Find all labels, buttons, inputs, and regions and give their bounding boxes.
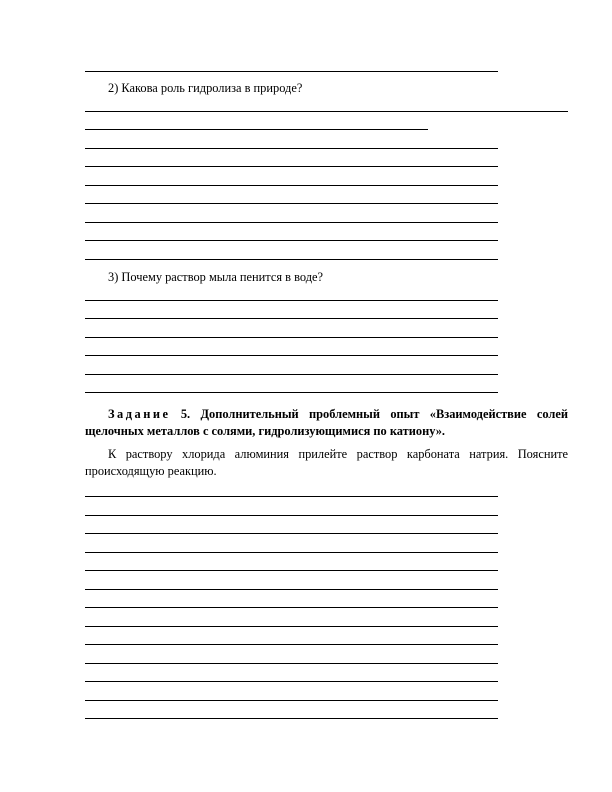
answer-line — [85, 515, 498, 516]
answer-line — [85, 589, 498, 590]
answer-line — [85, 240, 498, 241]
task-title: Дополнительный проблемный опыт «Взаимодействие солей щелочных металлов с солями, гидролизующимися по катиону». — [85, 407, 568, 438]
answer-line — [85, 552, 498, 553]
answer-line — [85, 533, 498, 534]
answer-line — [85, 626, 498, 627]
answer-line — [85, 570, 498, 571]
answer-line — [85, 166, 498, 167]
answer-line — [85, 374, 498, 375]
answer-line — [85, 392, 498, 393]
answer-line — [85, 71, 498, 72]
answer-line — [85, 129, 428, 130]
answer-line — [85, 700, 498, 701]
task-number: 5. — [180, 407, 191, 421]
answer-line — [85, 607, 498, 608]
answer-line — [85, 681, 498, 682]
answer-line — [85, 355, 498, 356]
question-2: 2) Какова роль гидролиза в природе? — [108, 81, 303, 95]
answer-line — [85, 222, 498, 223]
answer-line — [85, 718, 498, 719]
answer-line — [85, 203, 498, 204]
answer-line — [85, 111, 568, 112]
answer-line — [85, 337, 498, 338]
task-5-instruction: К раствору хлорида алюминия прилейте раствор карбоната натрия. Поясните происходящую реакцию. — [85, 447, 568, 478]
answer-line — [85, 663, 498, 664]
answer-line — [85, 318, 498, 319]
question-3: 3) Почему раствор мыла пенится в воде? — [108, 270, 324, 284]
answer-line — [85, 259, 498, 260]
answer-line — [85, 644, 498, 645]
task-5-heading — [85, 406, 568, 440]
answer-line — [85, 148, 498, 149]
answer-line — [85, 496, 498, 497]
answer-line — [85, 185, 498, 186]
answer-line — [85, 300, 498, 301]
task-label: Задание — [108, 407, 171, 421]
